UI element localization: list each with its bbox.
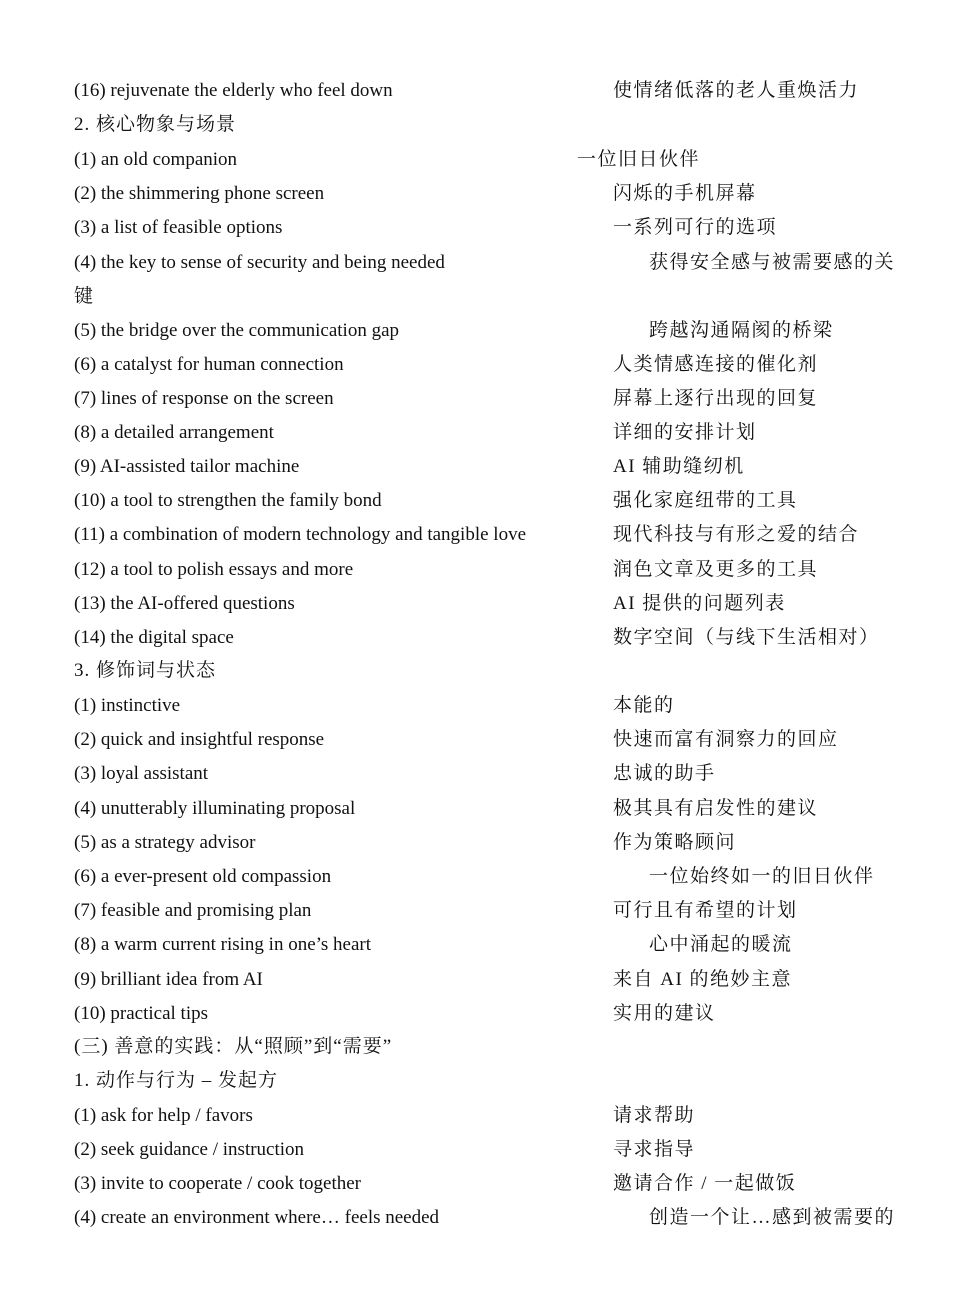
english-term: (5) as a strategy advisor [74, 832, 256, 853]
chinese-translation: 使情绪低落的老人重焕活力 [613, 80, 860, 101]
english-term: (6) a ever-present old compassion [74, 866, 332, 887]
english-term: (16) rejuvenate the elderly who feel down [74, 80, 393, 101]
english-term: (5) the bridge over the communication gap [74, 320, 400, 341]
subsection-heading: 1. 动作与行为 – 发起方 [74, 1070, 279, 1091]
english-term: (1) an old companion [74, 149, 238, 170]
chinese-translation: 可行且有希望的计划 [613, 900, 798, 921]
english-term: (8) a warm current rising in one’s heart [74, 934, 372, 955]
english-term: (1) instinctive [74, 695, 181, 716]
chinese-translation: 获得安全感与被需要感的关 [649, 252, 896, 273]
chinese-translation: 屏幕上逐行出现的回复 [613, 388, 819, 409]
wrapped-text: 键 [74, 286, 95, 307]
chinese-translation: AI 提供的问题列表 [613, 593, 786, 614]
chinese-translation: 强化家庭纽带的工具 [613, 490, 798, 511]
english-term: (13) the AI-offered questions [74, 593, 295, 614]
english-term: (3) invite to cooperate / cook together [74, 1173, 362, 1194]
english-term: (9) brilliant idea from AI [74, 969, 263, 990]
chinese-translation: 忠诚的助手 [613, 763, 716, 784]
chinese-translation: 一位始终如一的旧日伙伴 [649, 866, 875, 887]
english-term: (3) loyal assistant [74, 763, 209, 784]
chinese-translation: 寻求指导 [613, 1139, 696, 1160]
chinese-translation: 润色文章及更多的工具 [613, 559, 819, 580]
chinese-translation: 数字空间（与线下生活相对） [613, 627, 880, 648]
chinese-translation: 本能的 [613, 695, 675, 716]
english-term: (11) a combination of modern technology and tangible love [74, 524, 527, 545]
english-term: (8) a detailed arrangement [74, 422, 274, 443]
chinese-translation: 创造一个让…感到被需要的 [649, 1207, 896, 1228]
chinese-translation: 人类情感连接的催化剂 [613, 354, 819, 375]
chinese-translation: 一系列可行的选项 [613, 217, 778, 238]
chinese-translation: 来自 AI 的绝妙主意 [613, 969, 793, 990]
chinese-translation: 详细的安排计划 [613, 422, 757, 443]
english-term: (1) ask for help / favors [74, 1105, 253, 1126]
english-term: (3) a list of feasible options [74, 217, 283, 238]
chinese-translation: 极其具有启发性的建议 [613, 798, 819, 819]
english-term: (7) lines of response on the screen [74, 388, 334, 409]
chinese-translation: 快速而富有洞察力的回应 [613, 729, 839, 750]
english-term: (2) seek guidance / instruction [74, 1139, 305, 1160]
cut-off-next-line [230, 1282, 790, 1292]
english-term: (2) the shimmering phone screen [74, 183, 325, 204]
english-term: (4) create an environment where… feels needed [74, 1207, 440, 1228]
english-term: (4) unutterably illuminating proposal [74, 798, 356, 819]
english-term: (9) AI-assisted tailor machine [74, 456, 300, 477]
section-heading: 2. 核心物象与场景 [74, 114, 237, 135]
chinese-translation: AI 辅助缝纫机 [613, 456, 745, 477]
english-term: (4) the key to sense of security and being needed [74, 252, 445, 273]
chinese-translation: 实用的建议 [613, 1003, 716, 1024]
chinese-translation: 跨越沟通隔阂的桥梁 [649, 320, 834, 341]
chinese-translation: 心中涌起的暖流 [649, 934, 793, 955]
english-term: (10) a tool to strengthen the family bond [74, 490, 382, 511]
chinese-translation: 现代科技与有形之爱的结合 [613, 524, 860, 545]
chinese-translation: 邀请合作 / 一起做饭 [613, 1173, 797, 1194]
chinese-translation: 作为策略顾问 [613, 832, 737, 853]
english-term: (6) a catalyst for human connection [74, 354, 344, 375]
english-term: (10) practical tips [74, 1003, 209, 1024]
english-term: (2) quick and insightful response [74, 729, 325, 750]
section-heading: (三) 善意的实践：从“照顾”到“需要” [74, 1036, 393, 1057]
chinese-translation: 请求帮助 [613, 1105, 696, 1126]
chinese-translation: 闪烁的手机屏幕 [613, 183, 757, 204]
chinese-translation: 一位旧日伙伴 [577, 149, 701, 170]
english-term: (7) feasible and promising plan [74, 900, 312, 921]
english-term: (14) the digital space [74, 627, 234, 648]
section-heading: 3. 修饰词与状态 [74, 660, 217, 681]
english-term: (12) a tool to polish essays and more [74, 559, 354, 580]
